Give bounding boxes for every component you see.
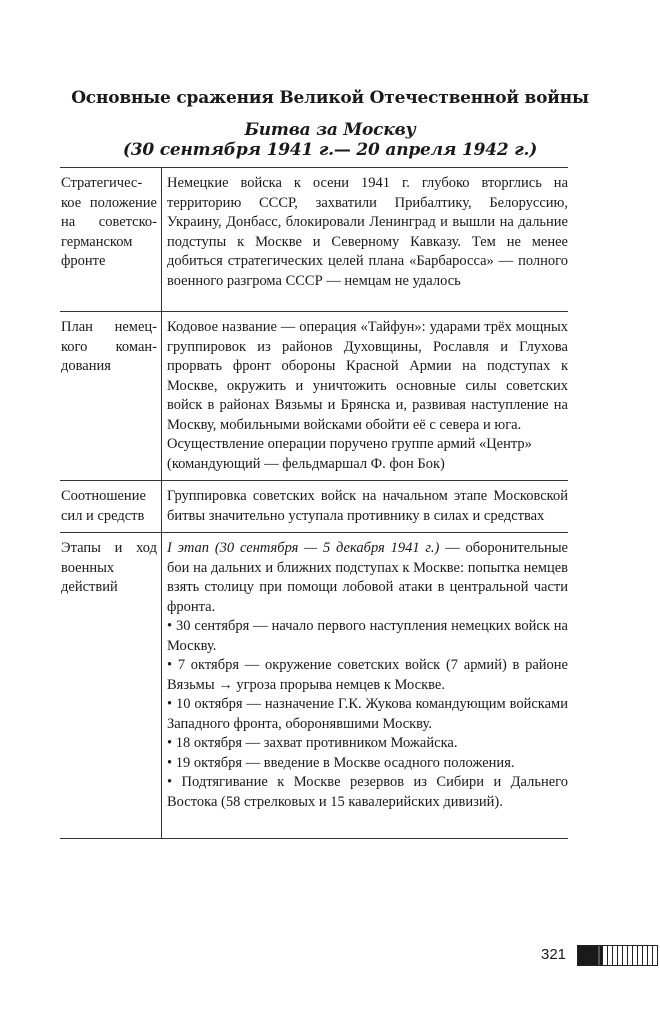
battle-table — [60, 167, 568, 839]
row-header: Этапы и ход военных действий — [60, 533, 162, 838]
row-header: План немецкого командования — [60, 312, 162, 480]
row-text: Кодовое название — операция «Тайфун»: ударами трёх мощных группировок из районов Духовщины, Рославля и Глухова прорвать фронт обороны Красной Армии на подступах к Москве, окружить и уничтожить основные силы советских войск в районах Вязьмы и Брянска и, развивая наступление на Москву, мобильными войсками обойти её с севера и юга. — [167, 319, 568, 433]
list-item: • 30 сентября — начало первого наступления немецких войск на Москву. — [167, 618, 568, 654]
list-item: • 7 октября — окружение советских войск (7 армий) в районе Вязьмы → угроза прорыва немцев к Москве. — [167, 657, 568, 693]
stage-label: I этап (30 сентября — 5 декабря 1941 г.) — [167, 540, 440, 556]
page-edge-bar-decoration — [577, 945, 658, 966]
row-header: Стратегическое положение на советско-германском фронте — [60, 168, 162, 311]
battle-dates: (30 сентября 1941 г.— 20 апреля 1942 г.) — [122, 140, 538, 160]
row-text: Немецкие войска к осени 1941 г. глубоко вторглись на территорию СССР, захватили Прибалтику, Белоруссию, Украину, Донбасс, блокировали Ленинград и вышли на дальние подступы к Москве и Северному Кавказу. Тем не менее добиться стратегических целей плана «Барбаросса» — полного военного разгрома СССР — немцам не удалось — [167, 175, 568, 289]
list-item: • 19 октября — введение в Москве осадного положения. — [167, 754, 515, 771]
page-number: 321 — [541, 946, 567, 963]
table-row-german-plan — [60, 312, 568, 481]
row-body — [162, 168, 568, 311]
table-row-stages — [60, 533, 568, 839]
table-row-forces-ratio — [60, 481, 568, 533]
list-item: • 18 октября — захват противником Можайска. — [167, 735, 458, 751]
list-item: • Подтягивание к Москве резервов из Сибири и Дальнего Востока (58 стрелковых и 15 кавалерийских дивизий). — [167, 774, 568, 810]
row-text: Группировка советских войск на начальном этапе Московской битвы значительно уступала противнику в силах и средствах — [167, 488, 568, 524]
row-body — [162, 312, 568, 480]
page-heading: Основные сражения Великой Отечественной войны — [71, 88, 589, 108]
row-body — [162, 481, 568, 532]
list-item: • 10 октября — назначение Г.К. Жукова командующим войсками Западного фронта, оборонявшими Москву. — [167, 696, 568, 732]
table-row-strategic-position — [60, 168, 568, 312]
row-body — [162, 533, 568, 838]
battle-title: Битва за Москву — [244, 120, 416, 140]
stage-text: — оборонительные бои на дальних и ближних подступах к Москве: попытка немцев взять столицу при помощи лобовой атаки в центральной части фронта. — [167, 540, 568, 615]
row-header: Соотношение сил и средств — [60, 481, 162, 532]
stage-paragraph — [167, 539, 568, 617]
row-text: Осуществление операции поручено группе армий «Центр» (командующий — фельдмаршал Ф. фон Бок) — [167, 436, 532, 472]
